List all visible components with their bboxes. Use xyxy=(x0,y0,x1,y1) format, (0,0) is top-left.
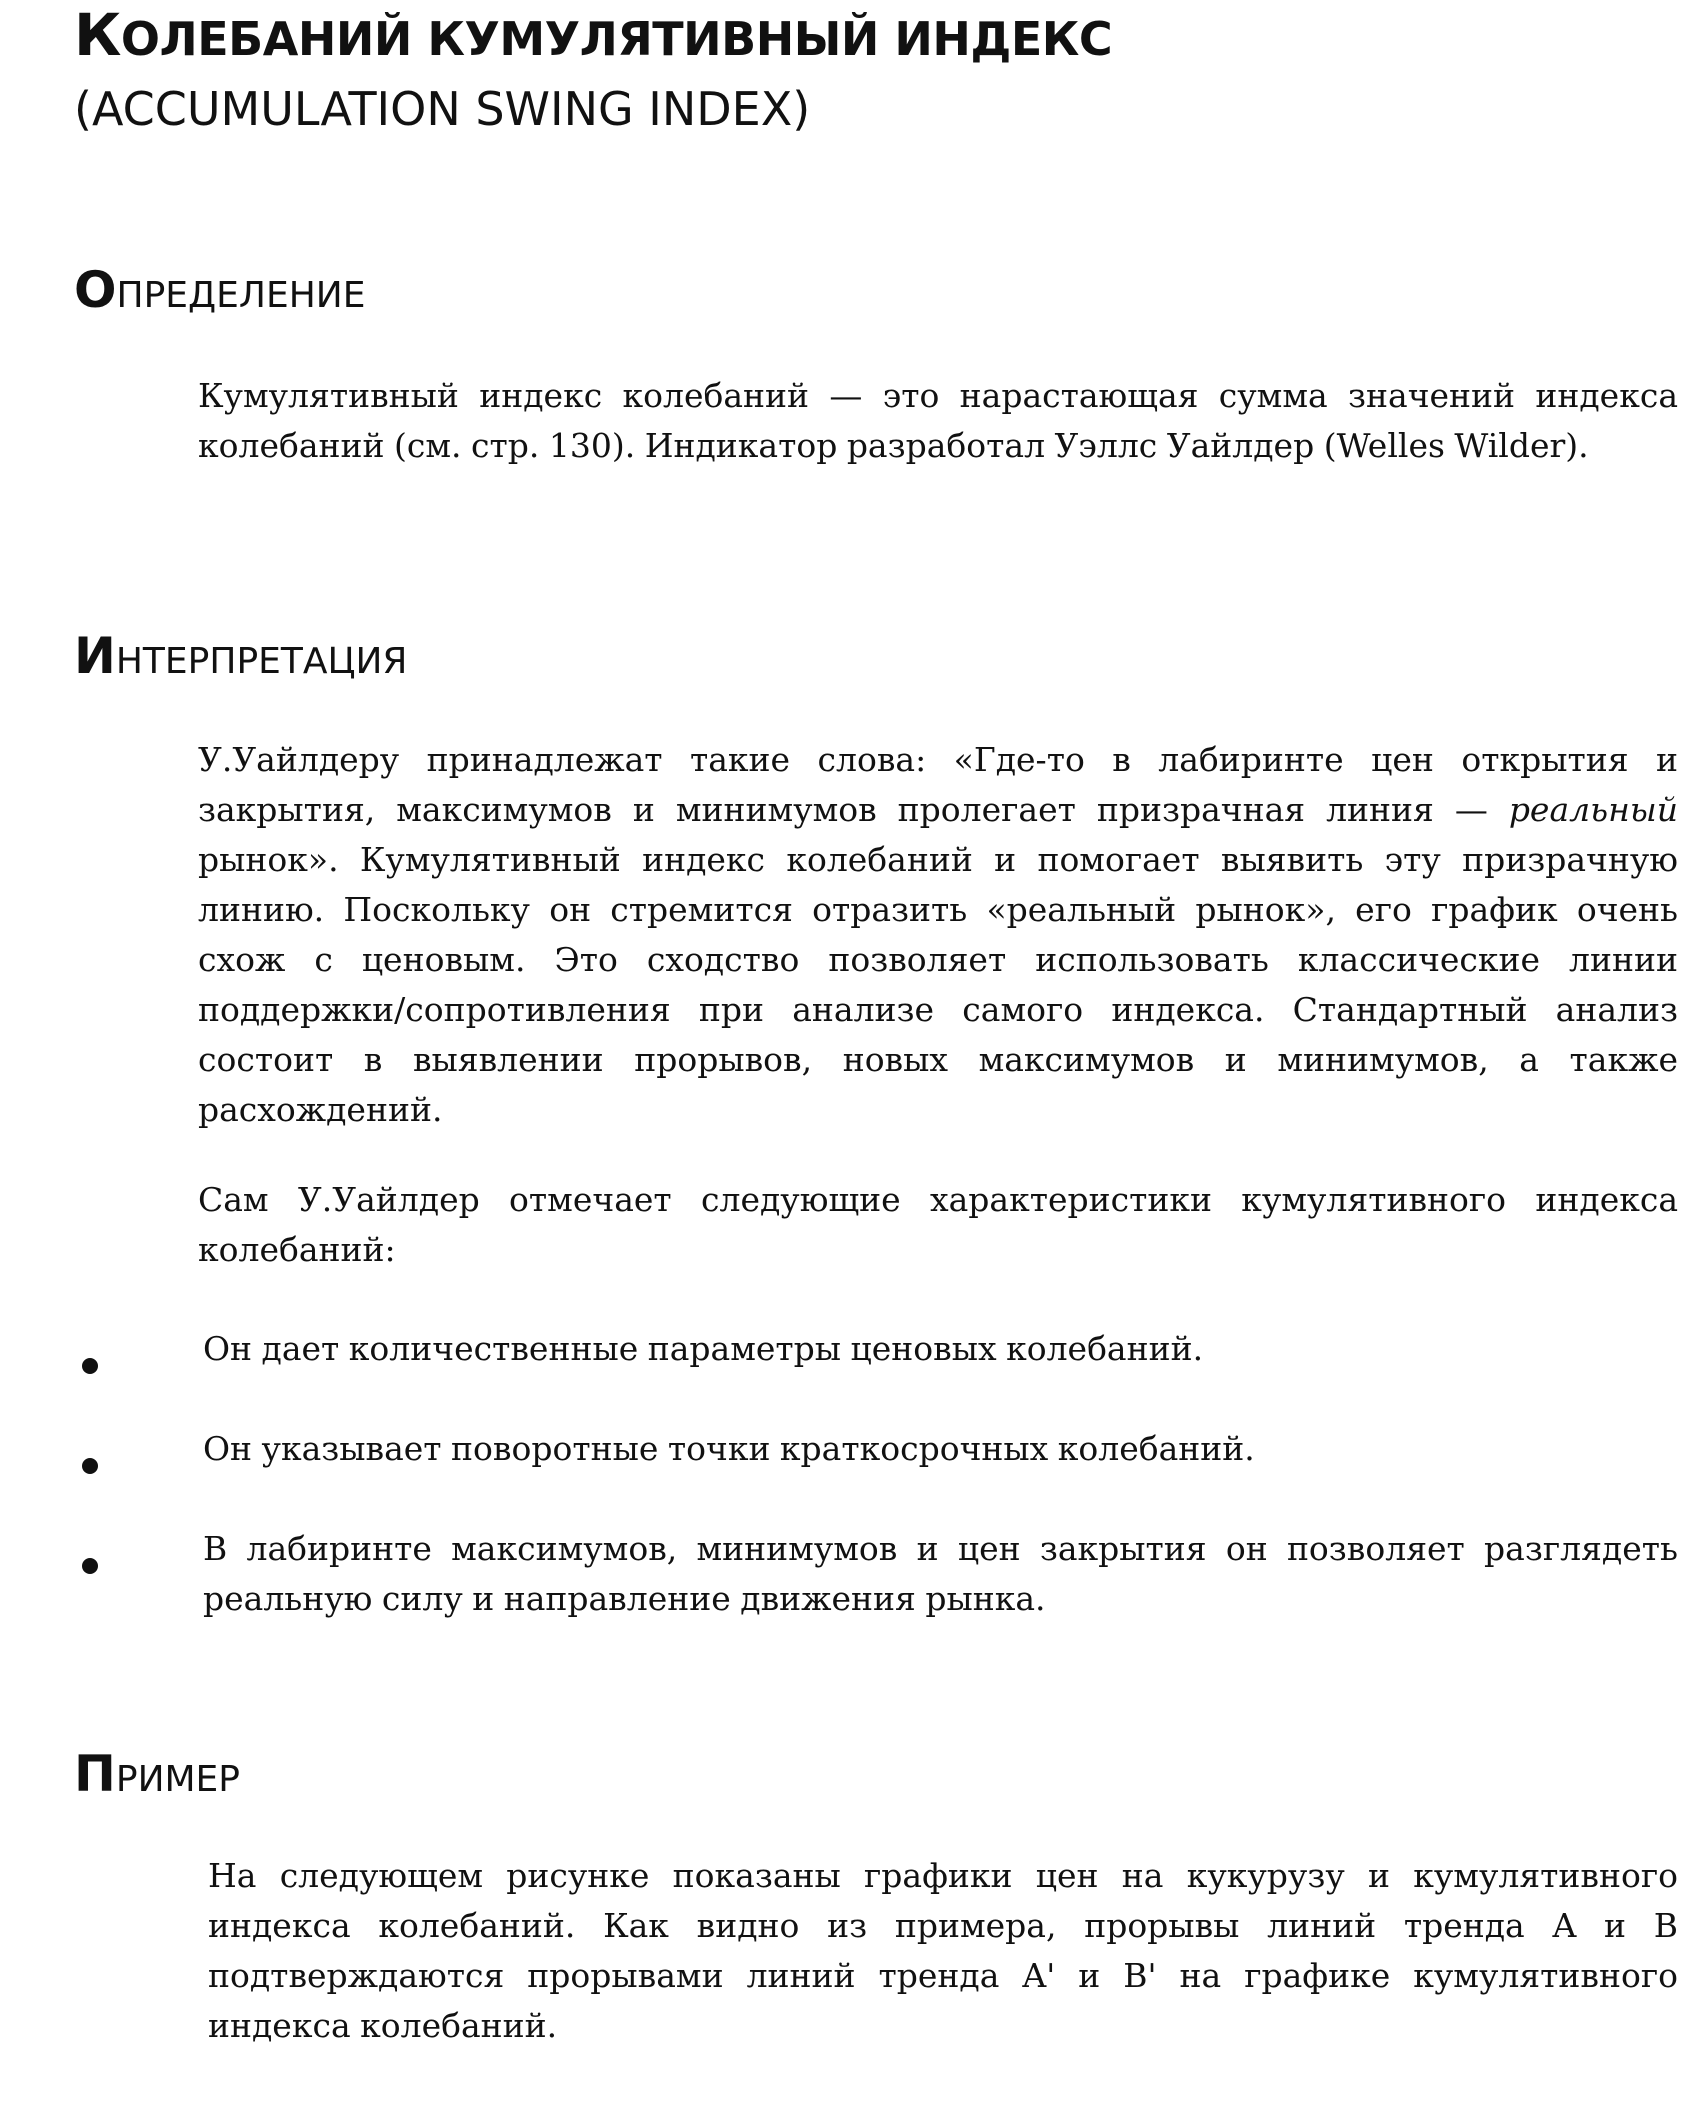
bullet-marker xyxy=(82,1436,110,1496)
title-text: ОЛЕБАНИЙ КУМУЛЯТИВНЫЙ ИНДЕКС xyxy=(120,12,1113,66)
heading-initial: П xyxy=(74,1745,116,1803)
interpretation-paragraph-2: Сам У.Уайлдер отмечает следующие характеристики кумулятивного индекса колебаний: xyxy=(198,1180,1678,1269)
heading-text: НТЕРПРЕТАЦИЯ xyxy=(115,641,408,682)
heading-text: РИМЕР xyxy=(115,1759,241,1800)
paragraph-text: рынок». Кумулятивный индекс колебаний и помогает выявить эту призрачную линию. Поскольку он стремится отразить «реальный рынок», его график очень схож с ценовым. Это сходство позволяет использовать классические линии поддержки/сопротивления при анализе самого индекса. Стандартный анализ состоит в выявлении прорывов, новых максимумов и минимумов, а также расхождений. xyxy=(198,840,1678,1129)
interpretation-paragraph-1 xyxy=(198,735,1678,1135)
title-initial: К xyxy=(74,1,121,69)
paragraph-text: У.Уайлдеру принадлежат такие слова: «Где-то в лабиринте цен открытия и закрытия, максимумов и минимумов пролегает призрачная линия — xyxy=(198,740,1678,829)
section-heading-definition xyxy=(74,262,365,324)
heading-initial: О xyxy=(74,261,117,319)
list-item: В лабиринте максимумов, минимумов и цен закрытия он позволяет разглядеть реальную силу и направление движения рынка. xyxy=(203,1529,1678,1618)
bullet-marker xyxy=(82,1336,110,1396)
page-subtitle: (ACCUMULATION SWING INDEX) xyxy=(74,82,811,136)
list-item: Он указывает поворотные точки краткосрочных колебаний. xyxy=(203,1429,1255,1468)
section-heading-example xyxy=(74,1746,240,1808)
heading-initial: И xyxy=(74,627,116,685)
definition-paragraph: Кумулятивный индекс колебаний — это нарастающая сумма значений индекса колебаний (см. стр. 130). Индикатор разработал Уэллс Уайлдер (Welles Wilder). xyxy=(198,376,1678,465)
bullet-marker xyxy=(82,1536,110,1596)
list-item: Он дает количественные параметры ценовых колебаний. xyxy=(203,1329,1204,1368)
page-title xyxy=(74,1,1113,69)
heading-text: ПРЕДЕЛЕНИЕ xyxy=(116,275,366,316)
italic-word: реальный xyxy=(1508,790,1678,829)
section-heading-interpretation xyxy=(74,628,407,690)
example-paragraph: На следующем рисунке показаны графики цен на кукурузу и кумулятивного индекса колебаний. Как видно из примера, прорывы линий тренда A и B подтверждаются прорывами линий тренда A' и B' на графике кумулятивного индекса колебаний. xyxy=(208,1856,1678,2045)
